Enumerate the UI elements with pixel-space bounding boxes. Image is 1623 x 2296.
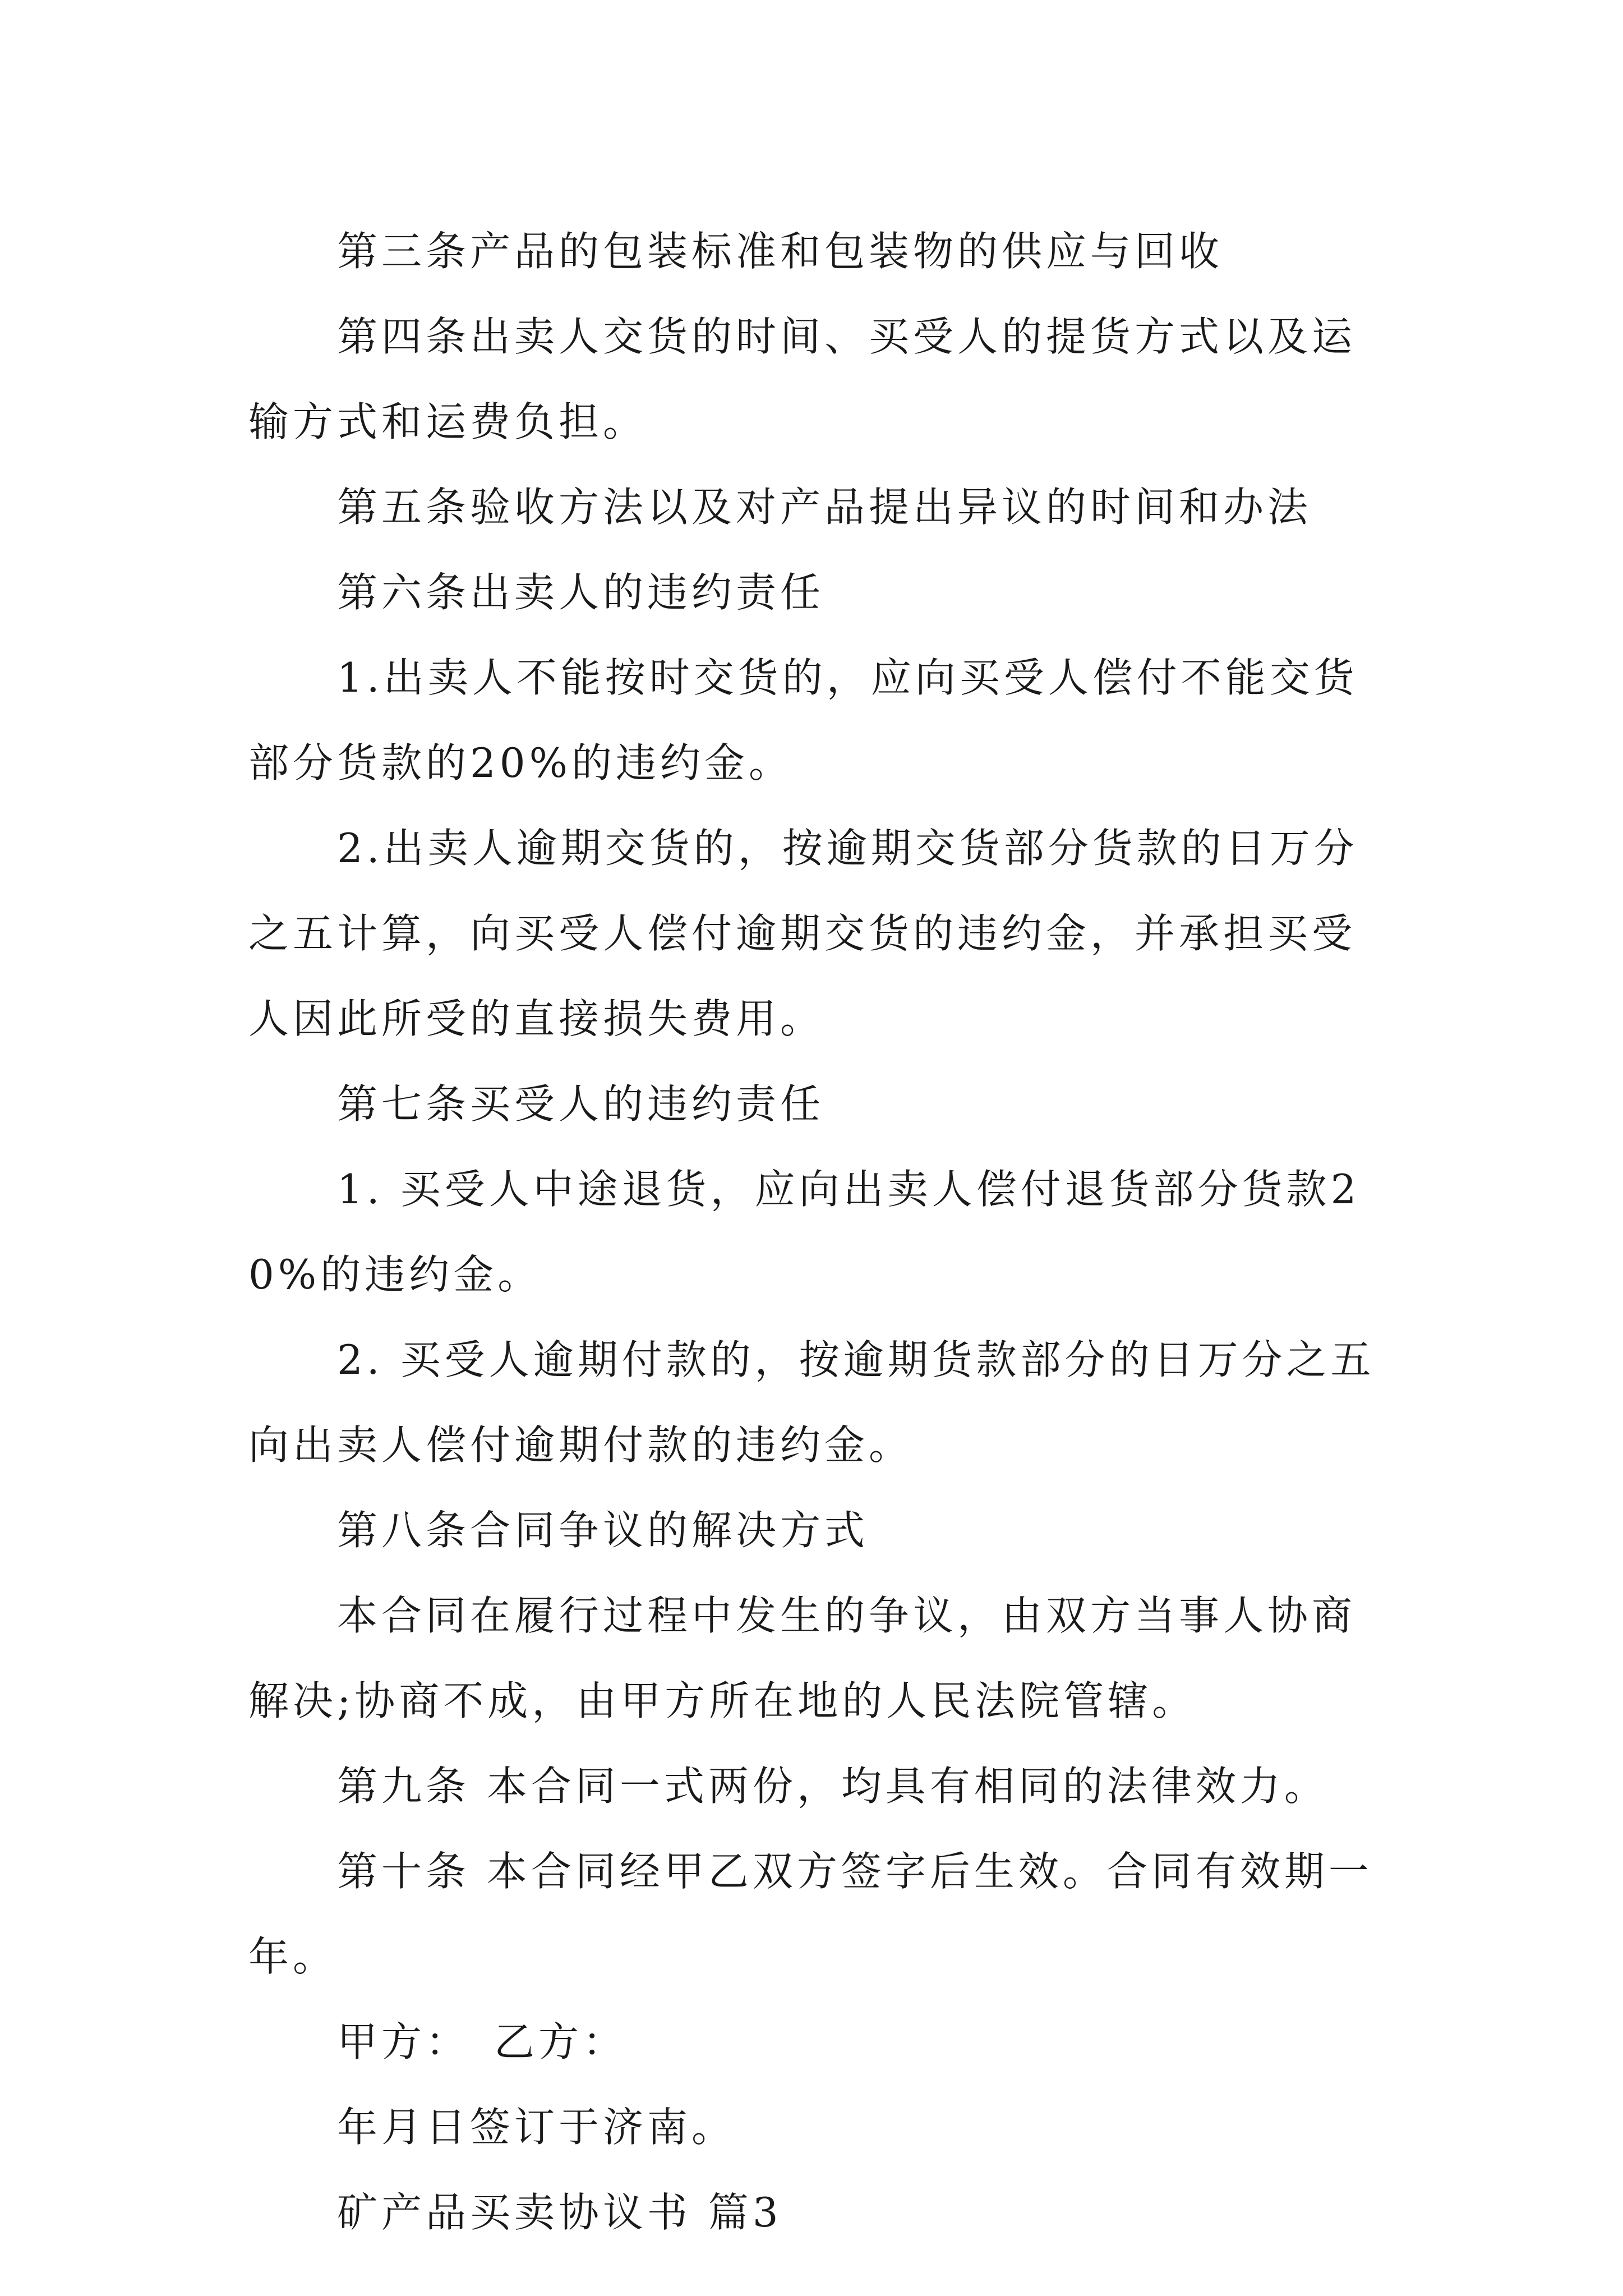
signing-date-place: 年月日签订于济南。 — [337, 2104, 736, 2151]
document-body — [248, 209, 1393, 2255]
clause-10: 第十条 本合同经甲乙双方签字后生效。合同有效期一年。 — [248, 1848, 1373, 1980]
clause-5-heading: 第五条验收方法以及对产品提出异议的时间和办法 — [337, 484, 1312, 531]
clause-8-text: 本合同在履行过程中发生的争议，由双方当事人协商解决;协商不成，由甲方所在地的人民法院管辖。 — [248, 1592, 1357, 1724]
clause-8-heading: 第八条合同争议的解决方式 — [337, 1507, 869, 1554]
clause-7-item-1: 1. 买受人中途退货，应向出卖人偿付退货部分货款20%的违约金。 — [248, 1166, 1361, 1298]
clause-9: 第九条 本合同一式两份，均具有相同的法律效力。 — [337, 1763, 1329, 1810]
clause-7-heading: 第七条买受人的违约责任 — [337, 1080, 825, 1128]
signature-parties: 甲方： 乙方： — [337, 2018, 628, 2065]
clause-6-item-2: 2.出卖人逾期交货的，按逾期交货部分货款的日万分之五计算，向买受人偿付逾期交货的违约金，并承担买受人因此所受的直接损失费用。 — [248, 825, 1358, 1042]
clause-4-heading: 第四条出卖人交货的时间、买受人的提货方式以及运输方式和运费负担。 — [248, 313, 1357, 445]
clause-6-item-1: 1.出卖人不能按时交货的，应向买受人偿付不能交货部分货款的20%的违约金。 — [248, 654, 1358, 786]
clause-3-heading: 第三条产品的包装标准和包装物的供应与回收 — [337, 228, 1224, 275]
next-section-title: 矿产品买卖协议书 篇3 — [337, 2189, 782, 2236]
clause-7-item-2: 2. 买受人逾期付款的，按逾期货款部分的日万分之五向出卖人偿付逾期付款的违约金。 — [248, 1336, 1375, 1469]
clause-6-heading: 第六条出卖人的违约责任 — [337, 569, 825, 616]
